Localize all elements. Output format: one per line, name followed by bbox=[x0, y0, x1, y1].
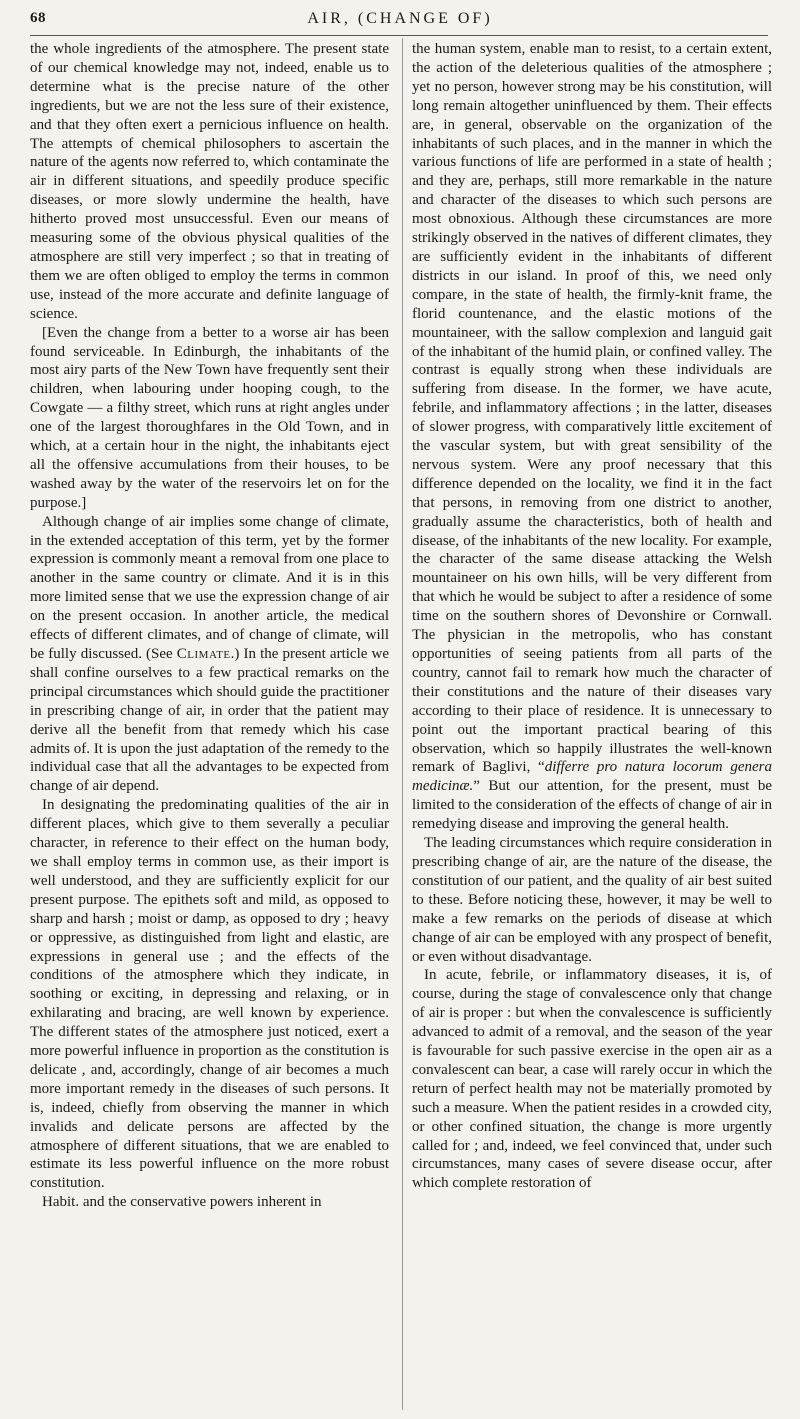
right-column bbox=[412, 40, 772, 1193]
paragraph bbox=[30, 513, 389, 797]
column-divider bbox=[402, 38, 403, 1410]
paragraph: In acute, febrile, or inflammatory diseases, it is, of course, during the stage of convalescence only that change of air is proper : but when the convalescence is sufficiently advanced to admit of a removal, and the season of the year is favourable for such passive exercise in the open air as a convalescent can bear, a case will rarely occur in which the return of perfect health may not be materially promoted by such a measure. When the patient resides in a crowded city, or other confined situation, the change is more urgently called for ; and, indeed, we feel convinced that, under such circumstances, many cases of severe disease occur, after which complete restoration of bbox=[412, 967, 772, 1192]
paragraph: Habit. and the conservative powers inherent in bbox=[42, 1194, 322, 1211]
cross-reference: Climate bbox=[176, 646, 231, 662]
left-column bbox=[30, 40, 389, 1212]
paragraph-text: the human system, enable man to resist, to a certain extent, the action of the deleterious qualities of the atmosphere ; yet no person, however strong may be his constitution, will long remain altogether uninfluenced by them. Their effects are, in general, observable on the organization of the inhabitants of such places, and in the manner in which the various functions of life are performed in a state of health ; and they are, perhaps, still more remarkable in the nature and character of the diseases to which such persons are most obnoxious. Although these circumstances are more strikingly observed in the natives of different climates, they are sufficiently evident in the inhabitants of different districts in our island. In proof of this, we need only compare, in the state of health, the firmly-knit frame, the florid countenance, and the elastic motions of the mountaineer, with the sallow complexion and languid gait of the inhabitant of the humid plain, or confined valley. The contrast is equally strong when these individuals are suffering from disease. In the former, we have acute, febrile, and inflammatory affections ; in the latter, diseases of slower progress, with comparatively little excitement of the vascular system, but with great sensibility of the nervous system. Were any proof necessary that this difference depended on the locality, we find it in the fact that persons, in removing from one district to another, gradually assume the characteristics, both of health and disease, of the inhabitants of the new locality. For example, the character of the same disease attacking the Welsh mountaineer on his own hills, will be very different from that which he would be subject to after a residence of some time on the southern shores of Devonshire or Cornwall. The physician in the metropolis, who has constant opportunities of seeing patients from all parts of the country, cannot fail to remark how much the character of their constitutions and the nature of their diseases vary according to their place of residence. It is unnecessary to point out the important practical bearing of this observation, which so happily illustrates the well-known remark of Baglivi, “ bbox=[412, 41, 772, 776]
latin-quotation: differre pro natura locorum genera medicinæ. bbox=[412, 759, 772, 795]
paragraph: [Even the change from a better to a worse air has been found serviceable. In Edinburgh, the inhabitants of the most airy parts of the New Town have frequently sent their children, when labouring under hooping cough, to the Cowgate — a filthy street, which runs at right angles under one of the largest thoroughfares in the Old Town, and in which, at a certain hour in the night, the inhabitants eject all the offensive accumulations from their houses, to be washed away by the water of the reservoirs let on for the purpose.] bbox=[30, 324, 389, 511]
paragraph-text: ” But our attention, for the present, must be limited to the consideration of the effects of change of air in remedying disease and improving the general health. bbox=[412, 778, 773, 833]
header-rule bbox=[30, 35, 768, 36]
page-number: 68 bbox=[30, 10, 46, 26]
paragraph bbox=[412, 40, 772, 834]
running-head: AIR, (CHANGE OF) bbox=[307, 10, 493, 27]
page-header bbox=[30, 4, 770, 34]
paragraph: the whole ingredients of the atmosphere. The present state of our chemical knowledge may not, indeed, enable us to determine what is the precise nature of the other ingredients, but we are not the less sure of their existence, and that they often exert a pernicious influence on health. The attempts of chemical philosophers to ascertain the nature of the agents now referred to, which contaminate the air in different situations, and speedily produce specific diseases, or more slowly undermine the health, have hitherto proved most unsuccessful. Even our means of measuring some of the obvious physical qualities of the atmosphere are still very imperfect ; so that in treating of them we are often obliged to employ the terms in common use, instead of the more accurate and definite language of science. bbox=[30, 41, 389, 322]
paragraph-text: Although change of air implies some change of climate, in the extended acceptation of this term, yet by the former expression is commonly meant a removal from one place to another in the same country or climate. And it is in this more limited sense that we use the expression change of air on the present occasion. In another article, the medical effects of different climates, and of change of climate, will be fully discussed. (See bbox=[30, 513, 389, 662]
paragraph: The leading circumstances which require consideration in prescribing change of air, are the nature of the disease, the constitution of our patient, and the quality of air best suited to these. Before noticing these, however, it may be well to make a few remarks on the periods of disease at which change of air can be employed with any prospect of benefit, or even without disadvantage. bbox=[412, 835, 772, 965]
paragraph-text: .) In the present article we shall confine ourselves to a few practical remarks on the principal circumstances which should guide the practitioner in prescribing change of air, in order that the patient may derive all the benefit from that remedy which his case admits of. It is upon the just adaptation of the remedy to the individual case that all the advantages to be expected from change of air depend. bbox=[30, 646, 389, 795]
paragraph: In designating the predominating qualities of the air in different places, which give to them severally a peculiar character, in reference to their effect on the human body, we shall employ terms in common use, as their import is well understood, and they are sufficiently explicit for our present purpose. The epithets soft and mild, as opposed to sharp and harsh ; moist or damp, as opposed to dry ; heavy or oppressive, as distinguished from light and elastic, are expressions in general use ; and the effects of the conditions of the atmosphere which they indicate, in soothing or exciting, in depressing and relaxing, or in exhilarating and bracing, are well known by experience. The different states of the atmosphere just noticed, exert a more powerful influence in proportion as the constitution is delicate , and, accordingly, change of air becomes a much more important remedy in the diseases of such persons. It is, indeed, chiefly from observing the manner in which invalids and delicate persons are affected by the atmosphere of different situations, that we are enabled to estimate its less powerful influence on the more robust constitution. bbox=[30, 797, 389, 1192]
